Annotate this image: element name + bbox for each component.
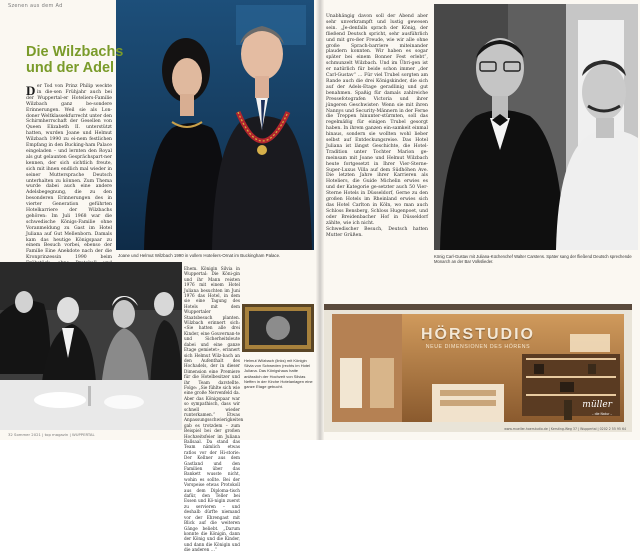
- ad-footer-contact: www.mueller-hoerstudio.de | Kersting-Weg 37 | Wuppertal | 0202 2 55 95 64: [504, 427, 626, 431]
- ad-subtitle: NEUE DIMENSIONEN DES HÖRENS: [425, 344, 531, 350]
- ad-slogan: – die Natur –: [591, 412, 612, 416]
- ad-brand-logo: müller: [582, 400, 612, 410]
- ad-room-photo: [332, 314, 624, 422]
- column-2-text: Ehem. Königin Silvia in Wuppertal: Die Köni-gin und ihr Mann reisten 1976 mit einem Hotel Juliana besuchten im Juni 1976 das Hotel, in dem sie eine Tagung des Hotels mit dem Wuppertaler Staatsbesuch planten. Wilzbach erinnert sich: «Sie hatten alle drei Kinder, eine Gouvernan-te und Sicherheitsleute dabei und eine ganze Etage gemietet», erinnert sich Helmut Wilz-bach an den Aufenthalt des Hochadels, der in dieser Dimension eine Premiere für die Hotelbesitzer und ihr Team darstellte. Folge: „Sie fühlte sich wie eine große Nervenfeld da. Aber das Königspaar war so sympathisch, dass wir schnell wieder runterkamen.“ Etwas Anpassungsschwierigkeiten gab es trotzdem – zum Beispiel bei der großen Hochzeitsfeier im Juliana Ballsaal. Da stand das Team nämlich etwas ratlos vor der Hi-storie: Der Kellner aus dem Gastland und den Familien über das Bankett wusste nicht, wohin es sollte. Bei der Vorspeise etwas Protokoll aus dem Diploma-tisch dafür, den Teller bei Essen und Kö-nigin zuerst zu servieren – und deshalb dürfte niemand vor der Ehrengast mit Blick auf die weiteren Gänge beliebt. „Darum konnte die Königin, dann der König und die Kinder, und dann die Königin und die anderen …“: [184, 266, 244, 553]
- article-column-1: [26, 82, 112, 261]
- page-footer-left: 32 Sommer 2021 | top magazin | WUPPERTAL: [8, 432, 95, 437]
- column-3-text: Unabhängig davon soll der Abend aber sehr unverkrampft und lustig gewesen sein. „Je-denfalls sprach der König, der fließend Deutsch spricht, sehr ausführlich und mit gro-ßer Freude, wie wir alle ohne große Sprach-barriere miteinander plaudern konnten. Wir haben es sogar später bei einem Bonner Fest erlebt“, schmunzelt Wilzbach. Und im Übri-gen ist er natürlich für beide schon immer „der Carl-Gustav“ … Für viel Trubel sorgten am Rande auch die drei Königskinder, die sich auf der Adels-Etage geradlinig und gut benahmen. Spaßig für damals zahlreiche Pressefotografen Victoria und ihrer jüngeren Geschwister: Wenn sie mit ihren Nannys und Security-Männern in der Ferne die Treppen hinunter-stürmten, soll das regelmäßig für einigen Trubel gesorgt haben. In ihrem ganzen ein-samkeit einmal hinaus, sondern sie wollten wohl lieber selbst auf Entdeckungsreise. Das Hotel Juliana ist längst Geschichte, die Hotel-Tradition unter Tochter Marion ge-meinsam mit Joane und Helmut Wilzbach heute fortgesetzt in Ihrer Vier-Sterne-Super-Luxus Villa auf dem Südhöhen Ave. Die letzten Jahre ihrer Karrieren als Hoteliers, die Guide Michelin erwies es und der Kategorie ge-setzter auch 50 Vier-Sterne Hotels in Düsseldorf, Gerne zu den großen Hotels im Rheinland erwies sich das Hotel Carlton in Köln, wo man auch Schloss Bensberg, Schloss Hugenpoet, und oder Breidenbacher Hof in Düsseldorf zählte, wie ich nicht.: [326, 14, 428, 226]
- photo-framed-portrait: [242, 304, 314, 352]
- king-photo-caption: König Carl-Gustav mit Juliana-Küchenchef Walter Carstens. Später sang der fließend Deutsch sprechende Monarch an der Bar Volkslieder.: [434, 254, 632, 265]
- couple-photo-caption: Joane und Helmut Wilzbach 1990 in vollem Hoteliers-Ornat im Buckingham Palace.: [118, 253, 281, 258]
- banquet-photo-caption: Helmut Wilzbach (links) mit Königin Silvia von Schweden (rechts im Hotel Juliana. Das Königshaus hatte anlässlich der Hochzeit von Silvias Neffen in der Kirche Hotelanlagen eine ganze Etage gebucht.: [244, 358, 313, 390]
- article-column-3: [326, 14, 428, 262]
- ad-title: HÖRSTUDIO: [421, 326, 535, 343]
- advertisement-hoerstudio[interactable]: [324, 304, 632, 432]
- title-line-2: und der Adel: [26, 60, 115, 76]
- article-column-2: [184, 266, 244, 553]
- photo-banquet-queen-silvia: [0, 262, 182, 430]
- section-rubric: Szenen aus dem Ad: [8, 3, 63, 9]
- page-gutter: [316, 0, 324, 440]
- banquet-photo-graphic: [0, 262, 182, 430]
- photo-king-and-chef: [434, 4, 638, 250]
- couple-photo-graphic: [116, 0, 314, 250]
- drop-cap: D: [26, 82, 36, 98]
- photo-couple-buckingham: [116, 0, 314, 250]
- column-1-text: er Tod von Prinz Philip weckte in die-sen Frühjahr auch bei der Wuppertal-er Hoteliers-Familie Wilzbach ganz be-sondere Erinnerungen. Weil sie als Lon-doner Weltklassekfurrecht unter den Schirmherrschaft der Gesellen von Queen Elizabeth II. unterstützt hatten, wurden Joane und Helmut Wilzbach 1990 zu ei-nem festlichen Empfang in den Bucking-ham Palace eingeladen – und lernten den Royal als gut gelaunten Gesprächspart-ner kennen, der sich sichtlich freute, sich mit ihnen endlich mal wieder in seiner Muttersprache Deutsch unterhalten zu können. Zum Thema wurde dabei auch eine andere Adelsbegegnung, die zu den besonderen Erinnerungen des in vierter Generation geführten Hotelkarriere der Wilzbachs gehören: Im Juli 1968 war die schwedische Königs-Familie ohne Voranmeldung zu Gast im Hotel Juliana auf Gut Mellenborn. Damals kam das heutige Königspaar zu einem Besuch vorbei, ebenso der Familie Eine Anekdote nach der die Kronprinzessin 1990 beim: [26, 84, 112, 261]
- article-title: [26, 44, 136, 76]
- title-line-1: Die Wilzbachs: [26, 44, 124, 60]
- column-3-tail: Schwedischer Besuch, Deutsch hatten Mutter Grüßen.: [326, 226, 428, 238]
- framed-portrait-graphic: [242, 304, 314, 352]
- ad-top-bar: [324, 304, 632, 310]
- king-chef-photo-graphic: [434, 4, 638, 250]
